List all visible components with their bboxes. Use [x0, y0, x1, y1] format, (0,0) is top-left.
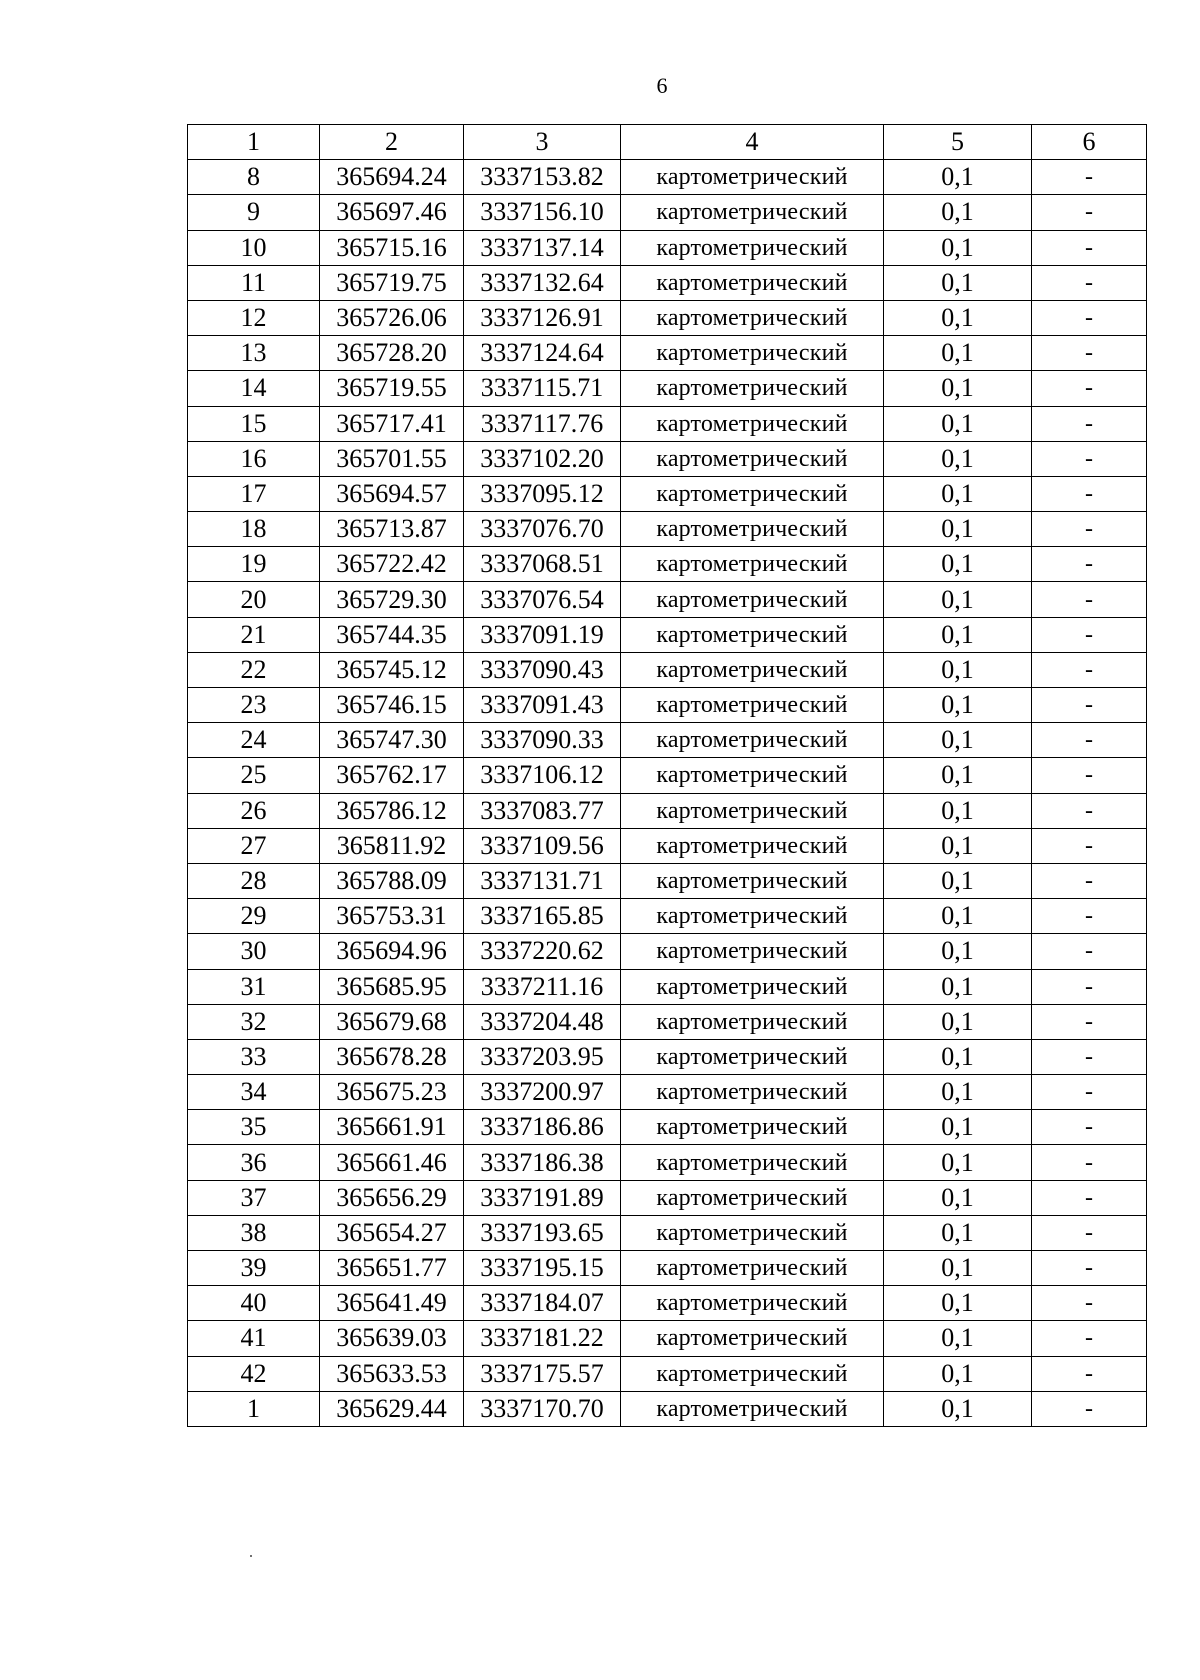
- note-cell: -: [1032, 934, 1147, 969]
- y-coordinate-cell: 3337186.86: [464, 1110, 621, 1145]
- x-coordinate-cell: 365654.27: [320, 1215, 464, 1250]
- point-number-cell: 23: [188, 688, 320, 723]
- y-coordinate-cell: 3337203.95: [464, 1039, 621, 1074]
- y-coordinate-cell: 3337115.71: [464, 371, 621, 406]
- point-number-cell: 37: [188, 1180, 320, 1215]
- note-cell: -: [1032, 1110, 1147, 1145]
- x-coordinate-cell: 365719.55: [320, 371, 464, 406]
- accuracy-cell: 0,1: [884, 1075, 1032, 1110]
- accuracy-cell: 0,1: [884, 476, 1032, 511]
- x-coordinate-cell: 365641.49: [320, 1286, 464, 1321]
- point-number-cell: 41: [188, 1321, 320, 1356]
- point-number-cell: 1: [188, 1391, 320, 1426]
- x-coordinate-cell: 365679.68: [320, 1004, 464, 1039]
- accuracy-cell: 0,1: [884, 863, 1032, 898]
- y-coordinate-cell: 3337109.56: [464, 828, 621, 863]
- method-cell: картометрический: [621, 547, 884, 582]
- y-coordinate-cell: 3337068.51: [464, 547, 621, 582]
- x-coordinate-cell: 365629.44: [320, 1391, 464, 1426]
- note-cell: -: [1032, 230, 1147, 265]
- x-coordinate-cell: 365661.46: [320, 1145, 464, 1180]
- x-coordinate-cell: 365747.30: [320, 723, 464, 758]
- y-coordinate-cell: 3337090.43: [464, 652, 621, 687]
- y-coordinate-cell: 3337137.14: [464, 230, 621, 265]
- table-row: [188, 160, 1147, 195]
- table-row: [188, 512, 1147, 547]
- method-cell: картометрический: [621, 863, 884, 898]
- x-coordinate-cell: 365746.15: [320, 688, 464, 723]
- table-row: [188, 617, 1147, 652]
- table-row: [188, 406, 1147, 441]
- method-cell: картометрический: [621, 688, 884, 723]
- note-cell: -: [1032, 336, 1147, 371]
- header-row: [188, 125, 1147, 160]
- y-coordinate-cell: 3337191.89: [464, 1180, 621, 1215]
- y-coordinate-cell: 3337184.07: [464, 1286, 621, 1321]
- method-cell: картометрический: [621, 160, 884, 195]
- x-coordinate-cell: 365715.16: [320, 230, 464, 265]
- note-cell: -: [1032, 300, 1147, 335]
- accuracy-cell: 0,1: [884, 1391, 1032, 1426]
- point-number-cell: 12: [188, 300, 320, 335]
- x-coordinate-cell: 365744.35: [320, 617, 464, 652]
- header-cell-col-1: 1: [188, 125, 320, 160]
- table-row: [188, 758, 1147, 793]
- accuracy-cell: 0,1: [884, 1110, 1032, 1145]
- y-coordinate-cell: 3337106.12: [464, 758, 621, 793]
- accuracy-cell: 0,1: [884, 1251, 1032, 1286]
- x-coordinate-cell: 365675.23: [320, 1075, 464, 1110]
- x-coordinate-cell: 365694.96: [320, 934, 464, 969]
- method-cell: картометрический: [621, 793, 884, 828]
- method-cell: картометрический: [621, 476, 884, 511]
- x-coordinate-cell: 365651.77: [320, 1251, 464, 1286]
- method-cell: картометрический: [621, 1145, 884, 1180]
- y-coordinate-cell: 3337132.64: [464, 265, 621, 300]
- x-coordinate-cell: 365786.12: [320, 793, 464, 828]
- table-row: [188, 688, 1147, 723]
- y-coordinate-cell: 3337153.82: [464, 160, 621, 195]
- method-cell: картометрический: [621, 371, 884, 406]
- accuracy-cell: 0,1: [884, 688, 1032, 723]
- accuracy-cell: 0,1: [884, 547, 1032, 582]
- y-coordinate-cell: 3337220.62: [464, 934, 621, 969]
- method-cell: картометрический: [621, 652, 884, 687]
- header-cell-col-3: 3: [464, 125, 621, 160]
- point-number-cell: 35: [188, 1110, 320, 1145]
- x-coordinate-cell: 365639.03: [320, 1321, 464, 1356]
- accuracy-cell: 0,1: [884, 934, 1032, 969]
- header-cell-col-2: 2: [320, 125, 464, 160]
- accuracy-cell: 0,1: [884, 265, 1032, 300]
- note-cell: -: [1032, 371, 1147, 406]
- table-row: [188, 1180, 1147, 1215]
- point-number-cell: 32: [188, 1004, 320, 1039]
- accuracy-cell: 0,1: [884, 1145, 1032, 1180]
- method-cell: картометрический: [621, 406, 884, 441]
- y-coordinate-cell: 3337090.33: [464, 723, 621, 758]
- method-cell: картометрический: [621, 1180, 884, 1215]
- table-header: [188, 125, 1147, 160]
- note-cell: -: [1032, 265, 1147, 300]
- table-row: [188, 300, 1147, 335]
- coordinates-table: [187, 124, 1147, 1427]
- x-coordinate-cell: 365753.31: [320, 899, 464, 934]
- y-coordinate-cell: 3337126.91: [464, 300, 621, 335]
- accuracy-cell: 0,1: [884, 336, 1032, 371]
- y-coordinate-cell: 3337175.57: [464, 1356, 621, 1391]
- method-cell: картометрический: [621, 230, 884, 265]
- point-number-cell: 14: [188, 371, 320, 406]
- table-row: [188, 863, 1147, 898]
- x-coordinate-cell: 365762.17: [320, 758, 464, 793]
- point-number-cell: 13: [188, 336, 320, 371]
- y-coordinate-cell: 3337091.19: [464, 617, 621, 652]
- accuracy-cell: 0,1: [884, 195, 1032, 230]
- point-number-cell: 28: [188, 863, 320, 898]
- accuracy-cell: 0,1: [884, 1180, 1032, 1215]
- table-row: [188, 1110, 1147, 1145]
- table-row: [188, 1145, 1147, 1180]
- point-number-cell: 11: [188, 265, 320, 300]
- y-coordinate-cell: 3337193.65: [464, 1215, 621, 1250]
- point-number-cell: 18: [188, 512, 320, 547]
- accuracy-cell: 0,1: [884, 652, 1032, 687]
- y-coordinate-cell: 3337131.71: [464, 863, 621, 898]
- accuracy-cell: 0,1: [884, 1215, 1032, 1250]
- x-coordinate-cell: 365726.06: [320, 300, 464, 335]
- y-coordinate-cell: 3337186.38: [464, 1145, 621, 1180]
- point-number-cell: 15: [188, 406, 320, 441]
- point-number-cell: 10: [188, 230, 320, 265]
- page-number: 6: [656, 73, 668, 98]
- point-number-cell: 27: [188, 828, 320, 863]
- note-cell: -: [1032, 512, 1147, 547]
- note-cell: -: [1032, 582, 1147, 617]
- method-cell: картометрический: [621, 265, 884, 300]
- y-coordinate-cell: 3337091.43: [464, 688, 621, 723]
- note-cell: -: [1032, 1180, 1147, 1215]
- note-cell: -: [1032, 160, 1147, 195]
- point-number-cell: 26: [188, 793, 320, 828]
- y-coordinate-cell: 3337211.16: [464, 969, 621, 1004]
- point-number-cell: 30: [188, 934, 320, 969]
- x-coordinate-cell: 365694.57: [320, 476, 464, 511]
- note-cell: -: [1032, 1145, 1147, 1180]
- table-row: [188, 934, 1147, 969]
- table-row: [188, 1215, 1147, 1250]
- table-row: [188, 476, 1147, 511]
- accuracy-cell: 0,1: [884, 300, 1032, 335]
- accuracy-cell: 0,1: [884, 758, 1032, 793]
- note-cell: -: [1032, 969, 1147, 1004]
- accuracy-cell: 0,1: [884, 512, 1032, 547]
- accuracy-cell: 0,1: [884, 1286, 1032, 1321]
- method-cell: картометрический: [621, 723, 884, 758]
- header-cell-col-6: 6: [1032, 125, 1147, 160]
- method-cell: картометрический: [621, 195, 884, 230]
- note-cell: -: [1032, 195, 1147, 230]
- accuracy-cell: 0,1: [884, 969, 1032, 1004]
- note-cell: -: [1032, 1215, 1147, 1250]
- table-row: [188, 1039, 1147, 1074]
- method-cell: картометрический: [621, 1110, 884, 1145]
- note-cell: -: [1032, 1004, 1147, 1039]
- header-cell-col-5: 5: [884, 125, 1032, 160]
- method-cell: картометрический: [621, 512, 884, 547]
- header-cell-col-4: 4: [621, 125, 884, 160]
- method-cell: картометрический: [621, 617, 884, 652]
- method-cell: картометрический: [621, 1075, 884, 1110]
- table-row: [188, 1321, 1147, 1356]
- table-row: [188, 371, 1147, 406]
- y-coordinate-cell: 3337170.70: [464, 1391, 621, 1426]
- method-cell: картометрический: [621, 1391, 884, 1426]
- point-number-cell: 29: [188, 899, 320, 934]
- method-cell: картометрический: [621, 1004, 884, 1039]
- x-coordinate-cell: 365729.30: [320, 582, 464, 617]
- x-coordinate-cell: 365694.24: [320, 160, 464, 195]
- y-coordinate-cell: 3337200.97: [464, 1075, 621, 1110]
- y-coordinate-cell: 3337083.77: [464, 793, 621, 828]
- note-cell: -: [1032, 899, 1147, 934]
- method-cell: картометрический: [621, 899, 884, 934]
- point-number-cell: 25: [188, 758, 320, 793]
- x-coordinate-cell: 365722.42: [320, 547, 464, 582]
- table-row: [188, 1251, 1147, 1286]
- method-cell: картометрический: [621, 934, 884, 969]
- point-number-cell: 38: [188, 1215, 320, 1250]
- y-coordinate-cell: 3337124.64: [464, 336, 621, 371]
- accuracy-cell: 0,1: [884, 723, 1032, 758]
- y-coordinate-cell: 3337195.15: [464, 1251, 621, 1286]
- method-cell: картометрический: [621, 300, 884, 335]
- x-coordinate-cell: 365701.55: [320, 441, 464, 476]
- note-cell: -: [1032, 441, 1147, 476]
- table-row: [188, 969, 1147, 1004]
- x-coordinate-cell: 365713.87: [320, 512, 464, 547]
- accuracy-cell: 0,1: [884, 371, 1032, 406]
- note-cell: -: [1032, 617, 1147, 652]
- method-cell: картометрический: [621, 969, 884, 1004]
- table-row: [188, 1004, 1147, 1039]
- note-cell: -: [1032, 828, 1147, 863]
- y-coordinate-cell: 3337117.76: [464, 406, 621, 441]
- table-row: [188, 582, 1147, 617]
- method-cell: картометрический: [621, 582, 884, 617]
- point-number-cell: 36: [188, 1145, 320, 1180]
- x-coordinate-cell: 365811.92: [320, 828, 464, 863]
- note-cell: -: [1032, 1251, 1147, 1286]
- method-cell: картометрический: [621, 828, 884, 863]
- accuracy-cell: 0,1: [884, 230, 1032, 265]
- point-number-cell: 19: [188, 547, 320, 582]
- note-cell: -: [1032, 1356, 1147, 1391]
- point-number-cell: 22: [188, 652, 320, 687]
- x-coordinate-cell: 365661.91: [320, 1110, 464, 1145]
- method-cell: картометрический: [621, 1215, 884, 1250]
- table-row: [188, 723, 1147, 758]
- note-cell: -: [1032, 723, 1147, 758]
- point-number-cell: 40: [188, 1286, 320, 1321]
- x-coordinate-cell: 365678.28: [320, 1039, 464, 1074]
- y-coordinate-cell: 3337076.54: [464, 582, 621, 617]
- note-cell: -: [1032, 1286, 1147, 1321]
- point-number-cell: 8: [188, 160, 320, 195]
- accuracy-cell: 0,1: [884, 1321, 1032, 1356]
- accuracy-cell: 0,1: [884, 1039, 1032, 1074]
- table-row: [188, 547, 1147, 582]
- table-row: [188, 230, 1147, 265]
- accuracy-cell: 0,1: [884, 406, 1032, 441]
- table-row: [188, 336, 1147, 371]
- note-cell: -: [1032, 1075, 1147, 1110]
- method-cell: картометрический: [621, 758, 884, 793]
- y-coordinate-cell: 3337076.70: [464, 512, 621, 547]
- accuracy-cell: 0,1: [884, 441, 1032, 476]
- note-cell: -: [1032, 1039, 1147, 1074]
- x-coordinate-cell: 365788.09: [320, 863, 464, 898]
- accuracy-cell: 0,1: [884, 1356, 1032, 1391]
- y-coordinate-cell: 3337165.85: [464, 899, 621, 934]
- table-row: [188, 441, 1147, 476]
- method-cell: картометрический: [621, 1251, 884, 1286]
- note-cell: -: [1032, 1391, 1147, 1426]
- table-row: [188, 265, 1147, 300]
- x-coordinate-cell: 365685.95: [320, 969, 464, 1004]
- point-number-cell: 24: [188, 723, 320, 758]
- point-number-cell: 21: [188, 617, 320, 652]
- method-cell: картометрический: [621, 1321, 884, 1356]
- x-coordinate-cell: 365656.29: [320, 1180, 464, 1215]
- scan-speck: [250, 1555, 252, 1557]
- point-number-cell: 42: [188, 1356, 320, 1391]
- note-cell: -: [1032, 863, 1147, 898]
- note-cell: -: [1032, 652, 1147, 687]
- y-coordinate-cell: 3337102.20: [464, 441, 621, 476]
- x-coordinate-cell: 365745.12: [320, 652, 464, 687]
- method-cell: картометрический: [621, 1039, 884, 1074]
- method-cell: картометрический: [621, 441, 884, 476]
- note-cell: -: [1032, 793, 1147, 828]
- note-cell: -: [1032, 688, 1147, 723]
- point-number-cell: 34: [188, 1075, 320, 1110]
- note-cell: -: [1032, 1321, 1147, 1356]
- x-coordinate-cell: 365728.20: [320, 336, 464, 371]
- point-number-cell: 39: [188, 1251, 320, 1286]
- accuracy-cell: 0,1: [884, 793, 1032, 828]
- table-row: [188, 1286, 1147, 1321]
- table-body: [188, 160, 1147, 1427]
- note-cell: -: [1032, 406, 1147, 441]
- x-coordinate-cell: 365633.53: [320, 1356, 464, 1391]
- table-row: [188, 1356, 1147, 1391]
- point-number-cell: 17: [188, 476, 320, 511]
- accuracy-cell: 0,1: [884, 899, 1032, 934]
- x-coordinate-cell: 365719.75: [320, 265, 464, 300]
- table-row: [188, 195, 1147, 230]
- point-number-cell: 9: [188, 195, 320, 230]
- table-row: [188, 793, 1147, 828]
- method-cell: картометрический: [621, 1286, 884, 1321]
- accuracy-cell: 0,1: [884, 617, 1032, 652]
- point-number-cell: 20: [188, 582, 320, 617]
- point-number-cell: 33: [188, 1039, 320, 1074]
- table-row: [188, 828, 1147, 863]
- method-cell: картометрический: [621, 336, 884, 371]
- y-coordinate-cell: 3337204.48: [464, 1004, 621, 1039]
- accuracy-cell: 0,1: [884, 1004, 1032, 1039]
- x-coordinate-cell: 365717.41: [320, 406, 464, 441]
- table-row: [188, 1075, 1147, 1110]
- y-coordinate-cell: 3337095.12: [464, 476, 621, 511]
- table-row: [188, 652, 1147, 687]
- point-number-cell: 31: [188, 969, 320, 1004]
- accuracy-cell: 0,1: [884, 160, 1032, 195]
- table-row: [188, 899, 1147, 934]
- point-number-cell: 16: [188, 441, 320, 476]
- y-coordinate-cell: 3337181.22: [464, 1321, 621, 1356]
- accuracy-cell: 0,1: [884, 828, 1032, 863]
- x-coordinate-cell: 365697.46: [320, 195, 464, 230]
- y-coordinate-cell: 3337156.10: [464, 195, 621, 230]
- note-cell: -: [1032, 476, 1147, 511]
- method-cell: картометрический: [621, 1356, 884, 1391]
- table-row: [188, 1391, 1147, 1426]
- accuracy-cell: 0,1: [884, 582, 1032, 617]
- note-cell: -: [1032, 547, 1147, 582]
- note-cell: -: [1032, 758, 1147, 793]
